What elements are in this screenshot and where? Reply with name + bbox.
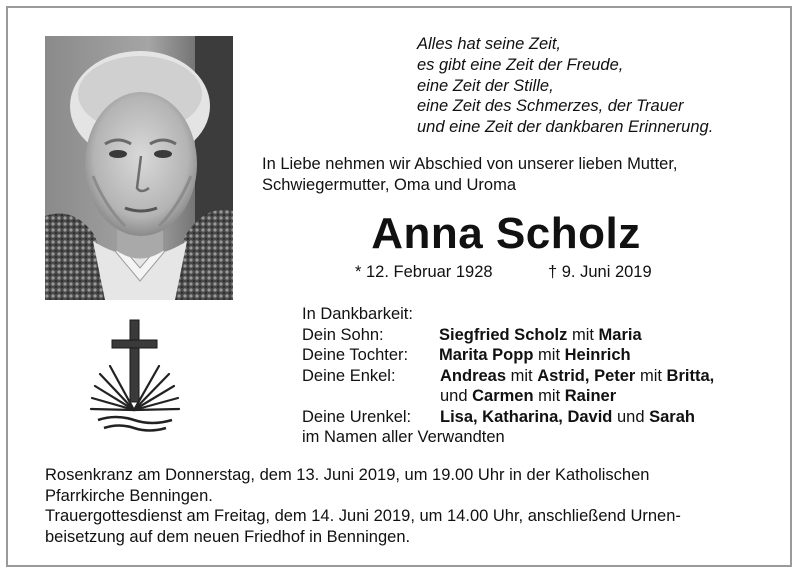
person-name: Maria — [598, 325, 642, 344]
family-list — [302, 304, 782, 448]
portrait-photo — [45, 36, 233, 300]
relation-label: Deine Urenkel: — [302, 407, 412, 426]
relation-names — [440, 366, 714, 387]
family-row-grandchildren — [302, 366, 782, 387]
person-name: Heinrich — [564, 346, 631, 364]
service-line: Pfarrkirche Benningen. — [45, 486, 213, 505]
connector: mit — [571, 325, 594, 344]
quote-line: eine Zeit der Stille, — [417, 76, 554, 95]
quote-line: Alles hat seine Zeit, — [417, 35, 561, 53]
connector: mit — [538, 387, 561, 405]
service-line: Rosenkranz am Donnerstag, dem 13. Juni 2019, um 19.00 Uhr in der Katholischen — [45, 466, 650, 484]
relation-label: Deine Tochter: — [302, 346, 409, 364]
relation-label: Dein Sohn: — [302, 325, 384, 344]
person-name: Siegfried Scholz — [439, 325, 568, 344]
relation-names — [439, 345, 631, 366]
birth-date: * 12. Februar 1928 — [355, 263, 493, 281]
relation-names — [440, 407, 695, 428]
connector: mit — [639, 366, 662, 385]
person-name: Britta, — [666, 366, 715, 385]
family-row-son — [302, 325, 782, 346]
relation-names — [440, 386, 616, 407]
family-row-great-grandchildren — [302, 407, 782, 428]
service-details — [45, 465, 785, 547]
family-row-grandchildren-cont — [302, 386, 782, 407]
quote-line: und eine Zeit der dankbaren Erinnerung. — [417, 118, 714, 137]
memorial-quote — [417, 34, 787, 138]
deceased-name: Anna Scholz — [371, 209, 641, 258]
connector: und — [440, 387, 468, 405]
person-name: Sarah — [649, 407, 695, 426]
relation-names — [439, 325, 642, 346]
person-name: Carmen — [472, 387, 534, 405]
family-closing-row — [302, 427, 782, 448]
service-line: beisetzung auf dem neuen Friedhof in Benningen. — [45, 527, 411, 546]
death-date: † 9. Juni 2019 — [548, 263, 652, 281]
family-closing: im Namen aller Verwandten — [302, 428, 505, 446]
cross-sunrise-icon — [86, 318, 186, 436]
person-name: Andreas — [440, 366, 507, 385]
intro-line: In Liebe nehmen wir Abschied von unserer lieben Mutter, — [262, 155, 678, 173]
connector: mit — [538, 346, 561, 364]
person-name: Marita Popp — [439, 346, 534, 364]
family-row-daughter — [302, 345, 782, 366]
person-name: Lisa, Katharina, David — [440, 407, 613, 426]
family-heading: In Dankbarkeit: — [302, 305, 413, 323]
connector: mit — [510, 366, 533, 385]
quote-line: es gibt eine Zeit der Freude, — [417, 55, 624, 74]
relation-label: Deine Enkel: — [302, 366, 396, 385]
life-dates — [355, 262, 775, 282]
family-heading-row — [302, 304, 782, 325]
intro-text — [262, 154, 782, 196]
service-line: Trauergottesdienst am Freitag, dem 14. Juni 2019, um 14.00 Uhr, anschließend Urnen- — [45, 507, 681, 526]
intro-line: Schwiegermutter, Oma und Uroma — [262, 176, 517, 194]
person-name: Astrid, — [537, 366, 590, 385]
person-name: Rainer — [564, 387, 617, 405]
connector: und — [616, 407, 645, 426]
quote-line: eine Zeit des Schmerzes, der Trauer — [417, 97, 684, 116]
person-name: Peter — [594, 366, 636, 385]
